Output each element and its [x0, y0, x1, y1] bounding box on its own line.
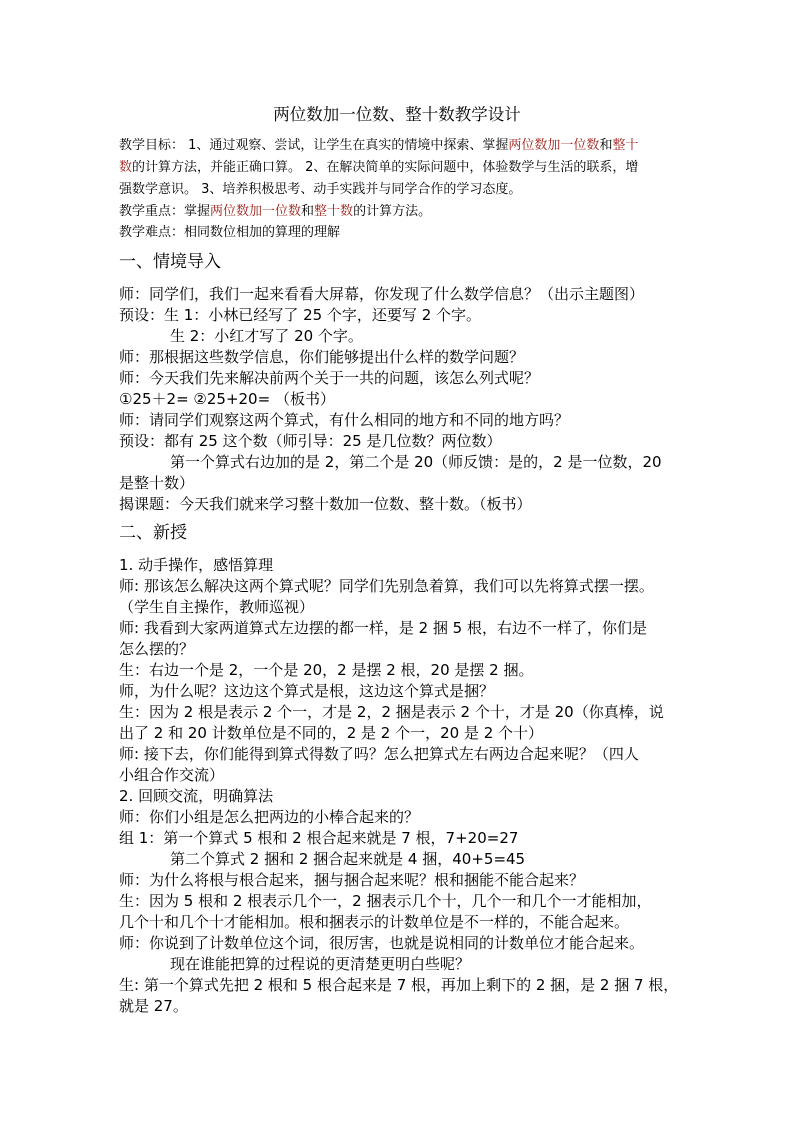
paragraph-line: 师：那根据这些数学信息，你们能够提出什么样的数学问题？ [119, 348, 525, 366]
goals-line-3: 强数学意识。 3、培养积极思考、动手实践并与同学合作的学习态度。 [119, 182, 522, 197]
paragraph-line: 师：你们小组是怎么把两边的小棒合起来的？ [119, 808, 420, 826]
paragraph-line: 几个十和几个十才能相加。根和捆表示的计数单位是不一样的，不能合起来。 [119, 913, 630, 931]
subsection-heading: 2. 回顾交流，明确算法 [119, 787, 274, 805]
goals-line-2: 数的计算方法，并能正确口算。 2、在解决简单的实际问题中，体验数学与生活的联系，增 [119, 160, 639, 175]
paragraph-line: 师：今天我们先来解决前两个关于一共的问题，该怎么列式呢？ [119, 369, 540, 387]
paragraph-line: 师: 接下去，你们能得到算式得数了吗？怎么把算式左右两边合起来呢？（四人 [119, 745, 639, 763]
goals-line-1: 教学目标： 1、通过观察、尝试，让学生在真实的情境中探索、掌握两位数加一位数和整十 [119, 138, 639, 153]
key-point: 教学重点：掌握两位数加一位数和整十数的计算方法。 [119, 204, 432, 219]
section-1-heading: 一、情境导入 [119, 252, 221, 272]
highlight-term: 整十 [612, 138, 639, 153]
highlight-term: 两位数加一位数 [210, 204, 302, 219]
highlight-term: 整十数 [314, 204, 354, 219]
highlight-term: 两位数加一位数 [508, 138, 600, 153]
section-2-heading: 二、新授 [119, 523, 187, 543]
paragraph-line: 师：同学们，我们一起来看看大屏幕，你发现了什么数学信息？（出示主题图） [119, 285, 645, 303]
paragraph-line: 生: 第一个算式先把 2 根和 5 根合起来是 7 根，再加上剩下的 2 捆，是 2 捆 7 根， [119, 976, 679, 994]
paragraph-line: 师：请同学们观察这两个算式，有什么相同的地方和不同的地方吗？ [119, 411, 570, 429]
paragraph-line: 就是 27。 [119, 997, 188, 1015]
equation-line: ①25＋2= ②25+20= （板书） [119, 390, 335, 408]
paragraph-line: 揭课题：今天我们就来学习整十数加一位数、整十数。（板书） [119, 495, 532, 513]
paragraph-line: 生：右边一个是 2，一个是 20，2 是摆 2 根，20 是摆 2 捆。 [119, 661, 534, 679]
paragraph-line: 生 2：小红才写了 20 个字。 [170, 327, 363, 345]
paragraph-line: 师: 那该怎么解决这两个算式呢？同学们先别急着算，我们可以先将算式摆一摆。 [119, 577, 654, 595]
paragraph-line: 生：因为 2 根是表示 2 个一，才是 2，2 捆是表示 2 个十，才是 20（你真棒，说 [119, 703, 664, 721]
paragraph-line: 师，为什么呢？这边这个算式是根，这边这个算式是捆？ [119, 682, 495, 700]
paragraph-line: 预设：都有 25 这个数（师引导：25 是几位数？两位数） [119, 432, 502, 450]
highlight-term: 数 [119, 160, 133, 175]
paragraph-line: 第二个算式 2 捆和 2 捆合起来就是 4 捆，40+5=45 [170, 850, 526, 868]
subsection-heading: 1. 动手操作，感悟算理 [119, 556, 274, 574]
paragraph-line: 小组合作交流） [119, 766, 225, 784]
paragraph-line: 师：为什么将根与根合起来，捆与捆合起来呢？根和捆能不能合起来？ [119, 871, 585, 889]
paragraph-line: 预设：生 1：小林已经写了 25 个字，还要写 2 个字。 [119, 306, 482, 324]
paragraph-line: 生：因为 5 根和 2 根表示几个一，2 捆表示几个十，几个一和几个一才能相加， [119, 892, 652, 910]
paragraph-line: 师: 我看到大家两道算式左边摆的都一样，是 2 捆 5 根，右边不一样了，你们是 [119, 619, 647, 637]
difficulty: 教学难点：相同数位相加的算理的理解 [119, 225, 341, 240]
paragraph-line: 组 1：第一个算式 5 根和 2 根合起来就是 7 根，7+20=27 [119, 829, 519, 847]
paragraph-line: （学生自主操作，教师巡视） [119, 598, 315, 616]
paragraph-line: 出了 2 和 20 计数单位是不同的，2 是 2 个一，20 是 2 个十） [119, 724, 544, 742]
paragraph-line: 现在谁能把算的过程说的更清楚更明白些呢？ [170, 955, 471, 973]
paragraph-line: 第一个算式右边加的是 2，第二个是 20（师反馈：是的，2 是一位数，20 [170, 453, 662, 471]
paragraph-line: 是整十数） [119, 474, 195, 492]
paragraph-line: 师：你说到了计数单位这个词，很厉害，也就是说相同的计数单位才能合起来。 [119, 934, 645, 952]
goals-label: 教学目标： [119, 138, 185, 153]
paragraph-line: 怎么摆的？ [119, 640, 195, 658]
document-title: 两位数加一位数、整十数教学设计 [273, 105, 521, 124]
